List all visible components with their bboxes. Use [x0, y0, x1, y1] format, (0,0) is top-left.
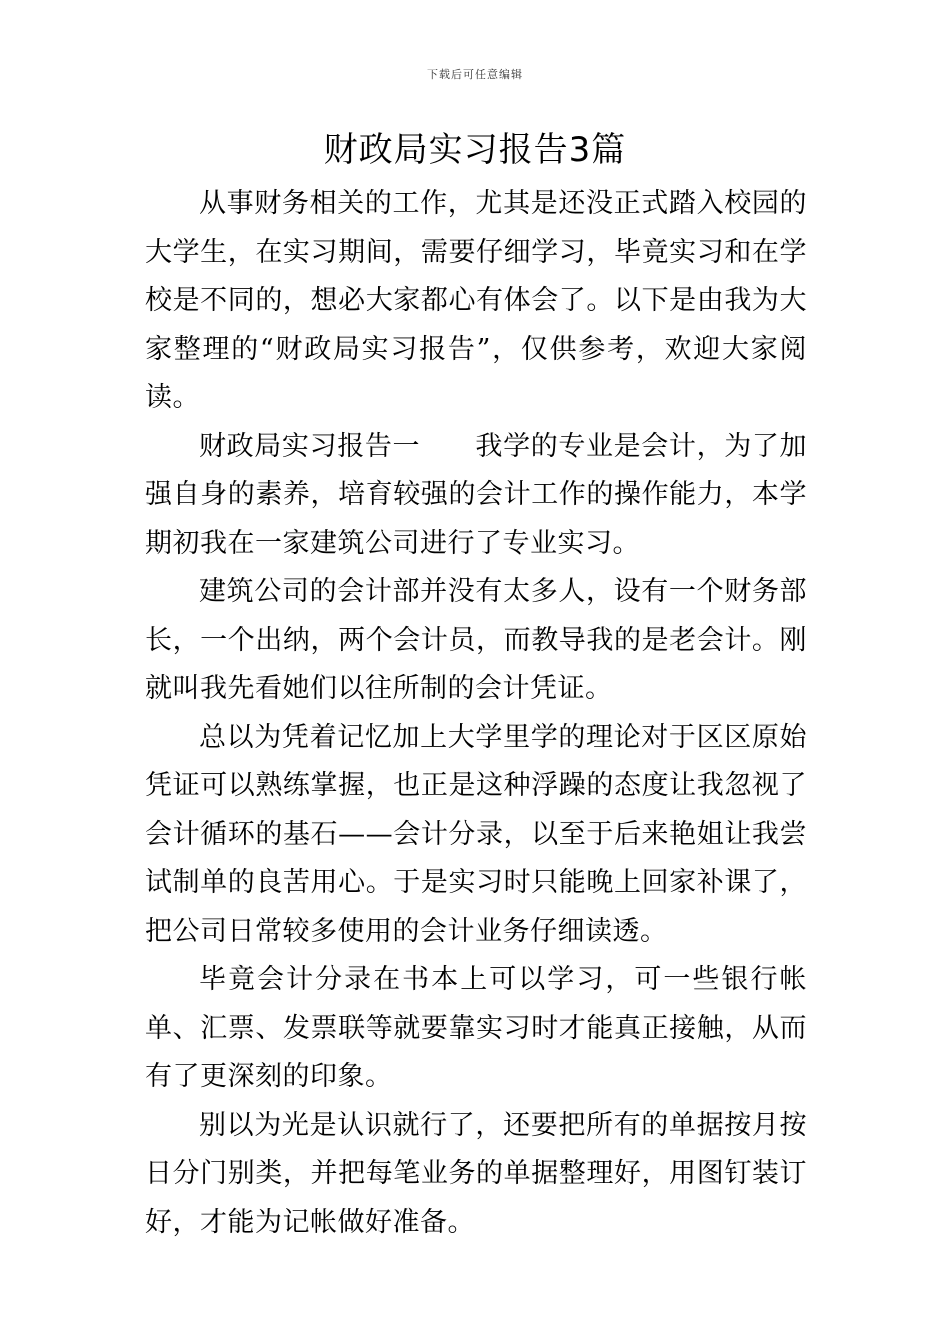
paragraph: 别以为光是认识就行了，还要把所有的单据按月按日分门别类，并把每笔业务的单据整理好，用图钉装订好，才能为记帐做好准备。	[145, 1109, 807, 1238]
paragraph: 从事财务相关的工作，尤其是还没正式踏入校园的大学生，在实习期间，需要仔细学习，毕竟实习和在学校是不同的，想必大家都心有体会了。以下是由我为大家整理的“财政局实习报告”，仅供参考，欢迎大家阅读。	[145, 188, 807, 413]
header-note: 下载后可任意编辑	[427, 68, 523, 81]
paragraph: 毕竟会计分录在书本上可以学习，可一些银行帐单、汇票、发票联等就要靠实习时才能真正接触，从而有了更深刻的印象。	[145, 964, 807, 1092]
paragraph: 财政局实习报告一 我学的专业是会计，为了加强自身的素养，培育较强的会计工作的操作能力，本学期初我在一家建筑公司进行了专业实习。	[145, 430, 807, 559]
paragraph: 建筑公司的会计部并没有太多人，设有一个财务部长，一个出纳，两个会计员，而教导我的是老会计。刚就叫我先看她们以往所制的会计凭证。	[145, 576, 807, 704]
document-body	[145, 180, 807, 1247]
document-title: 财政局实习报告3篇	[323, 130, 627, 170]
paragraph: 总以为凭着记忆加上大学里学的理论对于区区原始凭证可以熟练掌握，也正是这种浮躁的态度让我忽视了会计循环的基石——会计分录，以至于后来艳姐让我尝试制单的良苦用心。于是实习时只能晚上回家补课了，把公司日常较多使用的会计业务仔细读透。	[145, 721, 807, 947]
